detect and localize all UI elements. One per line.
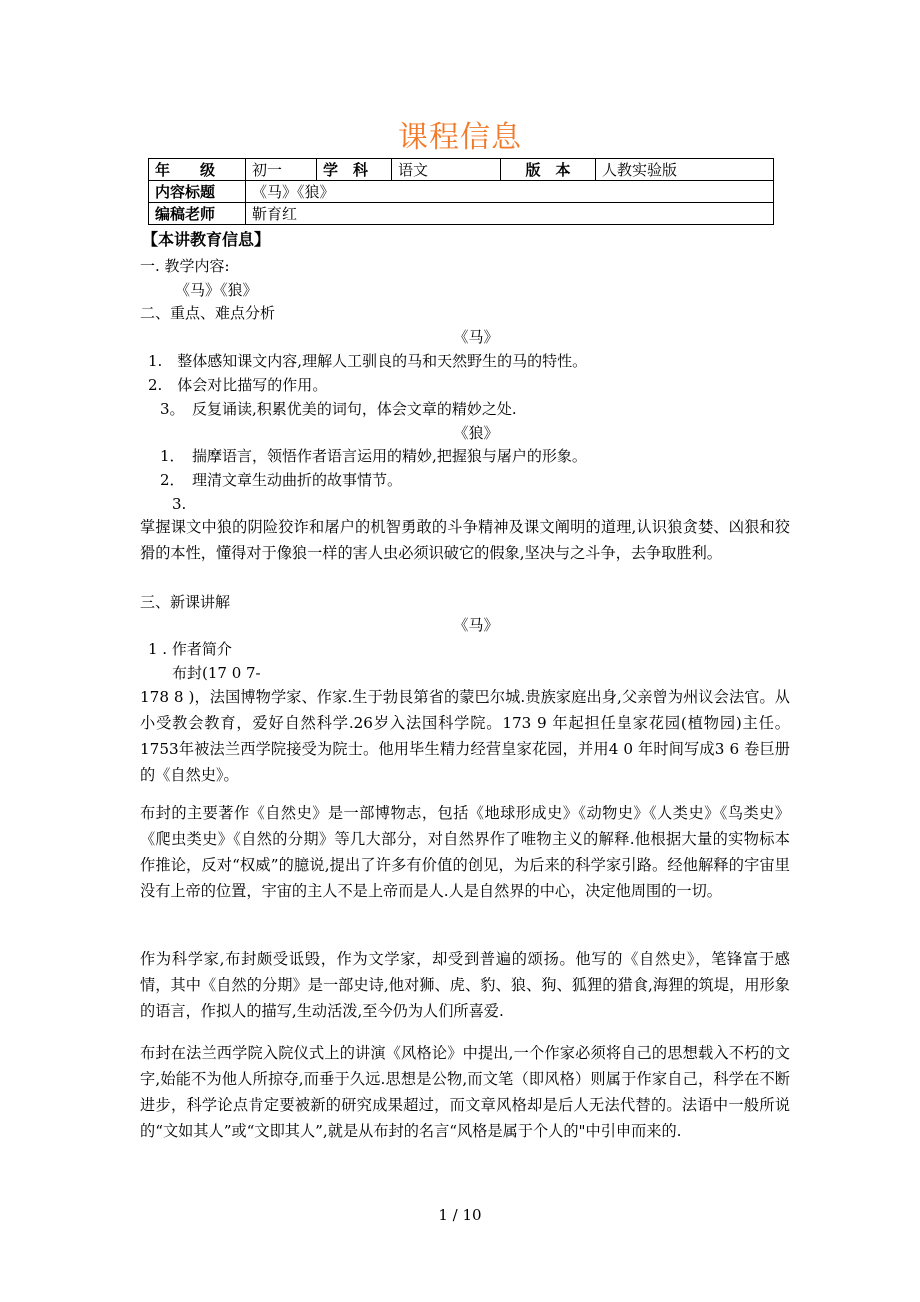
edition-value: 人教实验版 xyxy=(596,159,774,181)
teaching-content-value: 《马》《狼》 xyxy=(175,281,258,299)
paragraph: 布封在法兰西学院入院仪式上的讲演《风格论》中提出,一个作家必须将自己的思想载入不朽的文字,始能不为他人所掠夺,而垂于久远.思想是公物,而文笔（即风格）则属于作家自己，科学在不断进步，科学论点肯定要被新的研究成果超过，而文章风格却是后人无法代替的。法语中一般所说的“文如其人”或“文即其人”,就是从布封的名言“风格是属于个人的"中引申而来的. xyxy=(140,1044,790,1140)
wolf-title: 《狼》 xyxy=(453,424,499,442)
new-lesson-title: 《马》 xyxy=(453,616,499,634)
list-item: 3。 反复诵读,积累优美的词句，体会文章的精妙之处. xyxy=(160,400,517,418)
course-info-table xyxy=(148,158,774,225)
new-lesson-heading: 三、新课讲解 xyxy=(140,593,231,611)
teaching-content-heading: 一. 教学内容: xyxy=(140,257,230,275)
table-row xyxy=(149,159,774,181)
list-item: 1． 揣摩语言，领悟作者语言运用的精妙,把握狼与屠户的形象。 xyxy=(160,447,587,465)
topic-label: 内容标题 xyxy=(149,181,246,203)
paragraph: 布封的主要著作《自然史》是一部博物志，包括《地球形成史》《动物史》《人类史》《鸟类史》《爬虫类史》《自然的分期》等几大部分，对自然界作了唯物主义的解释.他根据大量的实物标本作推论，反对“权威”的臆说,提出了许多有价值的创见，为后来的科学家引路。经他解释的宇宙里没有上帝的位置，宇宙的主人不是上帝而是人.人是自然界的中心，决定他周围的一切。 xyxy=(140,804,790,900)
section-header: 【本讲教育信息】 xyxy=(142,230,271,249)
wolf-item3-text: 掌握课文中狼的阴险狡诈和屠户的机智勇敢的斗争精神及课文阐明的道理,认识狼贪婪、凶狠和狡猾的本性，懂得对于像狼一样的害人虫必须识破它的假象,坚决与之斗争，去争取胜利。 xyxy=(140,518,790,562)
key-points-heading: 二、重点、难点分析 xyxy=(140,304,276,322)
table-row xyxy=(149,203,774,225)
list-item: 1. 整体感知课文内容,理解人工驯良的马和天然野生的马的特性。 xyxy=(148,352,588,370)
table-row xyxy=(149,181,774,203)
subject-label: 学 科 xyxy=(317,159,392,181)
page-title: 课程信息 xyxy=(398,120,522,155)
edition-label: 版 本 xyxy=(501,159,596,181)
editor-value: 靳育红 xyxy=(246,203,774,225)
subject-value: 语文 xyxy=(392,159,501,181)
author-intro-heading: 1 . 作者简介 xyxy=(148,640,232,658)
paragraph: 178 8 )，法国博物学家、作家.生于勃艮第省的蒙巴尔城.贵族家庭出身,父亲曾为州议会法官。从小受教会教育，爱好自然科学.26岁入法国科学院。173 9 年起担任皇家花园(植物园)主任。1753年被法兰西学院接受为院士。他用毕生精力经营皇家花园，并用4 0 年时间写成3 6 卷巨册的《自然史》。 xyxy=(140,688,790,784)
editor-label: 编稿老师 xyxy=(149,203,246,225)
horse-title: 《马》 xyxy=(453,328,499,346)
list-item: 3. xyxy=(172,495,187,513)
list-item: 2. 体会对比描写的作用。 xyxy=(148,376,328,394)
page-number: 1 / 10 xyxy=(438,1206,482,1224)
grade-value: 初一 xyxy=(246,159,317,181)
paragraph: 作为科学家,布封颇受诋毁，作为文学家，却受到普遍的颂扬。他写的《自然史》，笔锋富于感情，其中《自然的分期》是一部史诗,他对狮、虎、豹、狼、狗、狐狸的猎食,海狸的筑堤，用形象的语言，作拟人的描写,生动活泼,至今仍为人们所喜爱. xyxy=(140,950,790,1020)
author-intro-lead: 布封(17 0 7- xyxy=(172,664,261,682)
list-item: 2． 理清文章生动曲折的故事情节。 xyxy=(160,471,403,489)
topic-value: 《马》《狼》 xyxy=(246,181,774,203)
grade-label: 年 级 xyxy=(149,159,246,181)
